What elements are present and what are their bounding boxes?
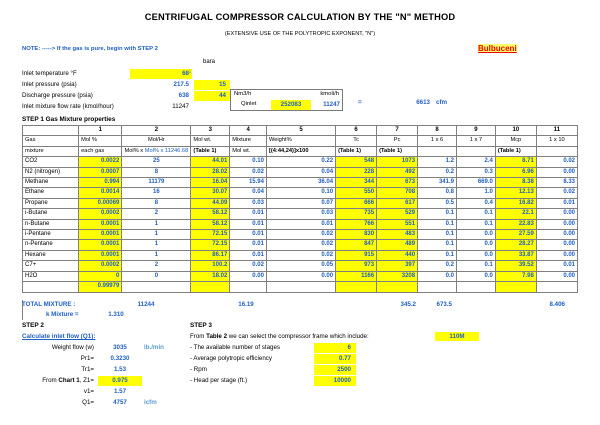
step2-row-value[interactable]: 4757 xyxy=(113,399,127,406)
cell-mol_hr: 1 xyxy=(122,230,191,240)
cell-mol_hr: 11179 xyxy=(122,178,191,188)
cell-c9: 2.4 xyxy=(456,157,495,167)
cell-mol_hr: 1 xyxy=(122,219,191,229)
cell-c11: 0.02 xyxy=(536,157,577,167)
hdr2-col11 xyxy=(536,146,577,156)
cell-mol_pct[interactable]: 0.0001 xyxy=(79,230,122,240)
cell-c9: 0.0 xyxy=(456,271,495,281)
cell-mcp[interactable]: 22.83 xyxy=(495,219,536,229)
k-mixture-label: k Mixture = xyxy=(46,311,79,318)
gas-rows-body xyxy=(23,157,578,282)
hdr2-pc-src: (Table 1) xyxy=(377,146,418,156)
hdr1-pc: Pc xyxy=(377,136,418,146)
cell-pc[interactable]: 529 xyxy=(377,209,418,219)
cell-c9: 0.0 xyxy=(456,230,495,240)
col-num-1: 1 xyxy=(79,126,122,136)
qinlet-box xyxy=(230,89,343,111)
cell-pc[interactable]: 489 xyxy=(377,240,418,250)
hdr1-mol-pct: Mol % xyxy=(79,136,122,146)
cell-mol_hr: 0 xyxy=(122,271,191,281)
hdr2-mixture-mol-wt: Mol wt. xyxy=(230,146,267,156)
table-row xyxy=(23,178,578,188)
cell-mix_mol_wt: 0.10 xyxy=(230,157,267,167)
cell-gas: C7+ xyxy=(23,261,79,271)
cell-mol_pct[interactable]: 0.0007 xyxy=(79,167,122,177)
inlet-temperature-value[interactable]: 68 xyxy=(130,69,192,79)
step3-row-label: - Head per stage (ft.) xyxy=(190,377,248,384)
cell-pc[interactable]: 3208 xyxy=(377,271,418,281)
step2-row-label: Pr1= xyxy=(80,355,94,362)
cell-mol_pct[interactable]: 0.0001 xyxy=(79,240,122,250)
table-row xyxy=(23,219,578,229)
inlet-pressure-label: Inlet pressure (psia) xyxy=(22,81,77,88)
equals-sign: = xyxy=(358,99,362,106)
col-num-5: 5 xyxy=(266,126,335,136)
cell-c9: 0.3 xyxy=(456,167,495,177)
sum-row xyxy=(23,282,578,292)
compressor-frame-value[interactable]: 110M xyxy=(435,332,479,341)
qinlet-kmolh-value[interactable]: 11247 xyxy=(323,101,340,108)
cell-tc[interactable]: 228 xyxy=(336,167,377,177)
cell-mol_wt[interactable]: 16.04 xyxy=(191,178,230,188)
cell-mol_wt[interactable]: 58.12 xyxy=(191,219,230,229)
step2-row-value[interactable]: 0.975 xyxy=(98,376,142,386)
table-row xyxy=(23,188,578,198)
table-row xyxy=(23,157,578,167)
inlet-flow-rate-value[interactable]: 11247 xyxy=(172,103,189,110)
total-col11: 8.406 xyxy=(549,301,565,308)
qinlet-label: Qinlet xyxy=(241,101,257,107)
cell-weight_pct: 0.22 xyxy=(266,157,335,167)
cell-mcp[interactable]: 39.52 xyxy=(495,261,536,271)
total-mixture-row xyxy=(22,301,578,311)
hdr1-mcp: Mcp xyxy=(495,136,536,146)
inlet-pressure-value[interactable]: 217.5 xyxy=(173,81,189,88)
cell-mol_wt[interactable]: 72.15 xyxy=(191,240,230,250)
cell-mol_wt[interactable]: 100.2 xyxy=(191,261,230,271)
cell-mol_pct[interactable]: 0 xyxy=(79,271,122,281)
hdr1-tc: Tc xyxy=(336,136,377,146)
cell-mcp[interactable]: 8.38 xyxy=(495,178,536,188)
cell-weight_pct: 0.00 xyxy=(266,271,335,281)
cell-pc[interactable]: 1073 xyxy=(377,157,418,167)
col-num-2: 2 xyxy=(122,126,191,136)
cell-weight_pct: 0.01 xyxy=(266,219,335,229)
step1-heading: STEP 1 Gas Mixture properties xyxy=(22,116,116,123)
cell-gas: n-Butane xyxy=(23,219,79,229)
cell-mol_wt[interactable]: 86.17 xyxy=(191,250,230,260)
step2-row xyxy=(22,399,202,410)
qinlet-nm3h-header: Nm3/h xyxy=(234,91,252,97)
cell-c11: 0.00 xyxy=(536,167,577,177)
inlet-temperature-label: Inlet temperature °F xyxy=(22,70,77,77)
table-header-row-1 xyxy=(23,136,578,146)
cell-mcp[interactable]: 27.59 xyxy=(495,230,536,240)
cell-c9: 669.0 xyxy=(456,178,495,188)
col-num-3: 3 xyxy=(191,126,230,136)
cell-mix_mol_wt: 0.02 xyxy=(230,261,267,271)
cell-c8: 0.0 xyxy=(418,271,457,281)
cell-gas: i-Pentane xyxy=(23,230,79,240)
k-mixture-value: 1.310 xyxy=(108,311,124,318)
gas-mixture-table xyxy=(22,125,578,293)
step2-row-label: Tr1= xyxy=(81,366,94,373)
step2-row-value[interactable]: 1.53 xyxy=(113,366,127,373)
table-column-number-row xyxy=(23,126,578,136)
cell-c9: 0.1 xyxy=(456,209,495,219)
cell-tc[interactable]: 766 xyxy=(336,219,377,229)
cell-tc[interactable]: 666 xyxy=(336,198,377,208)
cell-pc[interactable]: 617 xyxy=(377,198,418,208)
cell-mcp[interactable]: 28.27 xyxy=(495,240,536,250)
cell-tc[interactable]: 830 xyxy=(336,230,377,240)
cell-pc[interactable]: 708 xyxy=(377,188,418,198)
down-arrow-icon: ↓ xyxy=(188,68,192,75)
cell-mol_pct[interactable]: 0.0001 xyxy=(79,250,122,260)
step3-row-label: - The available number of stages xyxy=(190,344,280,351)
cell-weight_pct: 0.07 xyxy=(266,198,335,208)
step3-row xyxy=(190,377,420,388)
cell-c8: 0.2 xyxy=(418,261,457,271)
cell-gas: i-Butane xyxy=(23,209,79,219)
cell-gas: Propane xyxy=(23,198,79,208)
cell-c8: 0.1 xyxy=(418,219,457,229)
table-row xyxy=(23,167,578,177)
cell-mol_hr: 1 xyxy=(122,240,191,250)
cell-gas: Ethane xyxy=(23,188,79,198)
cell-mol_hr: 16 xyxy=(122,188,191,198)
cell-mol_pct[interactable]: 0.00069 xyxy=(79,198,122,208)
cell-mol_hr: 1 xyxy=(122,250,191,260)
cell-weight_pct: 0.02 xyxy=(266,230,335,240)
cell-tc[interactable]: 548 xyxy=(336,157,377,167)
cell-gas: CO2 xyxy=(23,157,79,167)
total-mol-wt: 16.19 xyxy=(238,301,254,308)
cell-gas: Hexane xyxy=(23,250,79,260)
cell-tc[interactable]: 344 xyxy=(336,178,377,188)
step2-row-value[interactable]: 0.3230 xyxy=(110,355,130,362)
cell-mcp[interactable]: 6.96 xyxy=(495,167,536,177)
qinlet-kmolh-header: kmoli/h xyxy=(320,91,339,97)
cell-mcp[interactable]: 7.98 xyxy=(495,271,536,281)
step2-row-label: Q1= xyxy=(82,399,94,406)
table-row xyxy=(23,198,578,208)
cell-weight_pct: 0.04 xyxy=(266,167,335,177)
page-title: CENTRIFUGAL COMPRESSOR CALCULATION BY THE "N" METHOD xyxy=(144,12,456,22)
step3-lead-text: From Table 2 we can select the compressor frame which include: xyxy=(190,333,369,340)
cell-tc[interactable]: 973 xyxy=(336,261,377,271)
cell-gas: n-Pentane xyxy=(23,240,79,250)
total-mixture-label: TOTAL MIXTURE : xyxy=(22,301,76,308)
cell-mol_pct[interactable]: 0.0001 xyxy=(79,219,122,229)
cell-tc[interactable]: 550 xyxy=(336,188,377,198)
cell-c11: 0.00 xyxy=(536,219,577,229)
col-num-11: 11 xyxy=(536,126,577,136)
cell-mix_mol_wt: 0.03 xyxy=(230,198,267,208)
cell-tc[interactable]: 735 xyxy=(336,209,377,219)
cell-mol_pct[interactable]: 0.994 xyxy=(79,178,122,188)
cell-c11: 0.00 xyxy=(536,240,577,250)
cell-mix_mol_wt: 0.00 xyxy=(230,271,267,281)
cfm-unit-label: cfm xyxy=(436,99,448,106)
hdr2-mixture: mixture xyxy=(23,146,79,156)
cell-c8: 0.8 xyxy=(418,188,457,198)
hdr1-col9: 1 x 7 xyxy=(456,136,495,146)
cell-c11: 0.00 xyxy=(536,271,577,281)
cell-c8: 0.5 xyxy=(418,198,457,208)
cell-c8: 0.2 xyxy=(418,167,457,177)
cell-mol_wt[interactable]: 18.02 xyxy=(191,271,230,281)
cell-mol_wt[interactable]: 44.09 xyxy=(191,198,230,208)
step3-heading: STEP 3 xyxy=(190,322,212,329)
total-col8: 345.2 xyxy=(400,301,416,308)
hdr2-mol-hr-formula: Mol% x Mol% x 11246.68 xyxy=(122,146,191,156)
cell-tc[interactable]: 915 xyxy=(336,250,377,260)
cell-c11: 0.00 xyxy=(536,209,577,219)
cell-mol_pct[interactable]: 0.0002 xyxy=(79,261,122,271)
table-row xyxy=(23,250,578,260)
table-row xyxy=(23,271,578,281)
step3-row-value[interactable]: 2500 xyxy=(314,365,356,375)
cell-mol_wt[interactable]: 58.12 xyxy=(191,209,230,219)
hdr1-mixture: Mixture xyxy=(230,136,267,146)
cell-mix_mol_wt: 0.01 xyxy=(230,209,267,219)
step3-row-label: - Average polytropic efficiency xyxy=(190,355,272,362)
step2-heading: STEP 2 xyxy=(22,322,44,329)
hdr2-weight-pct-formula: [(4:44,24)]x100 xyxy=(266,146,335,156)
cell-c9: 0.4 xyxy=(456,198,495,208)
page-subtitle: (EXTENSIVE USE OF THE POLYTROPIC EXPONENT, "N") xyxy=(224,31,376,37)
cell-mix_mol_wt: 0.02 xyxy=(230,167,267,177)
step3-row xyxy=(190,366,420,377)
col-num-6: 6 xyxy=(336,126,377,136)
bara-unit-label: bara xyxy=(203,59,216,65)
hdr1-mol-wt: Mol wt. xyxy=(191,136,230,146)
qinlet-nm3h-value[interactable]: 252083 xyxy=(271,100,311,110)
cell-pc[interactable]: 397 xyxy=(377,261,418,271)
cell-mol_pct[interactable]: 0.0002 xyxy=(79,209,122,219)
inlet-temperature-row xyxy=(22,70,582,81)
cell-mix_mol_wt: 0.04 xyxy=(230,188,267,198)
cell-weight_pct: 0.02 xyxy=(266,250,335,260)
cell-weight_pct: 0.03 xyxy=(266,209,335,219)
hdr2-mol-wt-src: (Table 1) xyxy=(191,146,230,156)
discharge-pressure-bara-value[interactable]: 44 xyxy=(194,91,230,101)
cell-mol_hr: 8 xyxy=(122,198,191,208)
hdr1-gas: Gas xyxy=(23,136,79,146)
sum-mol-pct: 0.99979 xyxy=(79,282,122,292)
cell-mcp[interactable]: 12.13 xyxy=(495,188,536,198)
hdr1-weight-pct: Weight% xyxy=(266,136,335,146)
cell-mol_wt[interactable]: 28.02 xyxy=(191,167,230,177)
cell-mol_wt[interactable]: 30.07 xyxy=(191,188,230,198)
col-num-4: 4 xyxy=(230,126,267,136)
cell-mcp[interactable]: 8.71 xyxy=(495,157,536,167)
cell-c11: 0.01 xyxy=(536,198,577,208)
cell-weight_pct: 36.04 xyxy=(266,178,335,188)
cell-c11: 0.01 xyxy=(536,261,577,271)
cell-c11: 8.33 xyxy=(536,178,577,188)
step3-row-value[interactable]: 6 xyxy=(314,343,356,353)
cell-c8: 0.1 xyxy=(418,230,457,240)
table-row xyxy=(23,209,578,219)
step2-row-value[interactable]: 1.57 xyxy=(113,388,127,395)
step2-row-label: Weight flow (w) xyxy=(51,344,94,351)
cell-c8: 1.2 xyxy=(418,157,457,167)
cell-c11: 0.02 xyxy=(536,188,577,198)
col-num-9: 9 xyxy=(456,126,495,136)
cell-gas: H2O xyxy=(23,271,79,281)
table-row xyxy=(23,261,578,271)
cell-c11: 0.00 xyxy=(536,230,577,240)
discharge-pressure-value[interactable]: 638 xyxy=(178,92,189,99)
col-num-0 xyxy=(23,126,79,136)
cell-tc[interactable]: 1166 xyxy=(336,271,377,281)
hdr2-each-gas: each gas xyxy=(79,146,122,156)
step3-row-value[interactable]: 0.77 xyxy=(314,354,356,364)
cell-mol_hr: 2 xyxy=(122,261,191,271)
cell-c9: 0.1 xyxy=(456,219,495,229)
cell-pc[interactable]: 492 xyxy=(377,167,418,177)
cell-mol_hr: 8 xyxy=(122,167,191,177)
cell-pc[interactable]: 440 xyxy=(377,250,418,260)
hdr2-col9 xyxy=(456,146,495,156)
cell-c9: 1.0 xyxy=(456,188,495,198)
table-row xyxy=(23,240,578,250)
cell-mol_wt[interactable]: 44.01 xyxy=(191,157,230,167)
step2-row-unit: icfm xyxy=(144,399,157,406)
cell-c8: 0.1 xyxy=(418,250,457,260)
cell-gas: Methane xyxy=(23,178,79,188)
cell-gas: N2 (nitrogen) xyxy=(23,167,79,177)
cell-mcp[interactable]: 33.87 xyxy=(495,250,536,260)
total-col9: 673.5 xyxy=(436,301,452,308)
hdr2-col8 xyxy=(418,146,457,156)
inlet-pressure-bara-value[interactable]: 15 xyxy=(194,80,230,90)
cell-c8: 0.1 xyxy=(418,240,457,250)
cell-mcp[interactable]: 22.1 xyxy=(495,209,536,219)
cell-c8: 0.1 xyxy=(418,209,457,219)
cell-tc[interactable]: 847 xyxy=(336,240,377,250)
hdr1-col8: 1 x 6 xyxy=(418,136,457,146)
step3-row xyxy=(190,355,420,366)
cell-mol_hr: 25 xyxy=(122,157,191,167)
step2-subtitle: Calculate inlet flow (Q1): xyxy=(22,333,96,340)
inlet-flow-rate-label: Inlet mixture flow rate (kmol/hour) xyxy=(22,103,114,110)
step3-row-value[interactable]: 10000 xyxy=(314,376,356,386)
step2-row-label: From Chart 1, Z1= xyxy=(42,377,94,384)
hdr1-mol-hr: Mol/Hr xyxy=(122,136,191,146)
cell-c9: 0.1 xyxy=(456,261,495,271)
cell-mix_mol_wt: 0.01 xyxy=(230,240,267,250)
cell-mol_pct[interactable]: 0.0014 xyxy=(79,188,122,198)
cell-weight_pct: 0.05 xyxy=(266,261,335,271)
step3-row-label: - Rpm xyxy=(190,366,207,373)
col-num-8: 8 xyxy=(418,126,457,136)
cell-mix_mol_wt: 0.01 xyxy=(230,230,267,240)
step2-row-label: v1= xyxy=(83,388,94,395)
hdr2-tc-src: (Table 1) xyxy=(336,146,377,156)
cell-mix_mol_wt: 15.94 xyxy=(230,178,267,188)
cell-mol_pct[interactable]: 0.0022 xyxy=(79,157,122,167)
step2-row-value[interactable]: 3035 xyxy=(113,344,127,351)
step3-row xyxy=(190,344,420,355)
cfm-value: 6613 xyxy=(416,99,430,106)
hdr1-col11: 1 x 10 xyxy=(536,136,577,146)
cell-mix_mol_wt: 0.01 xyxy=(230,219,267,229)
cell-mol_wt[interactable]: 72.15 xyxy=(191,230,230,240)
discharge-pressure-label: Discharge pressure (psia) xyxy=(22,92,93,99)
col-num-10: 10 xyxy=(495,126,536,136)
table-row xyxy=(23,230,578,240)
col-num-7: 7 xyxy=(377,126,418,136)
cell-c9: 0.0 xyxy=(456,240,495,250)
hdr2-mcp-src: (Table 1) xyxy=(495,146,536,156)
cell-c8: 341.9 xyxy=(418,178,457,188)
brand-label: Bulbuceni xyxy=(478,44,517,53)
note-text: NOTE: -----> If the gas is pure, begin with STEP 2 xyxy=(22,46,158,52)
cell-mcp[interactable]: 16.82 xyxy=(495,198,536,208)
cell-mol_hr: 2 xyxy=(122,209,191,219)
cell-c11: 0.00 xyxy=(536,250,577,260)
cell-weight_pct: 0.02 xyxy=(266,240,335,250)
cell-pc[interactable]: 483 xyxy=(377,230,418,240)
cell-weight_pct: 0.10 xyxy=(266,188,335,198)
total-mol-hr: 11244 xyxy=(137,301,155,308)
cell-pc[interactable]: 673 xyxy=(377,178,418,188)
table-header-row-2 xyxy=(23,146,578,156)
cell-c9: 0.0 xyxy=(456,250,495,260)
cell-mix_mol_wt: 0.01 xyxy=(230,250,267,260)
step2-row-unit: lb./min xyxy=(144,344,164,351)
cell-pc[interactable]: 551 xyxy=(377,219,418,229)
